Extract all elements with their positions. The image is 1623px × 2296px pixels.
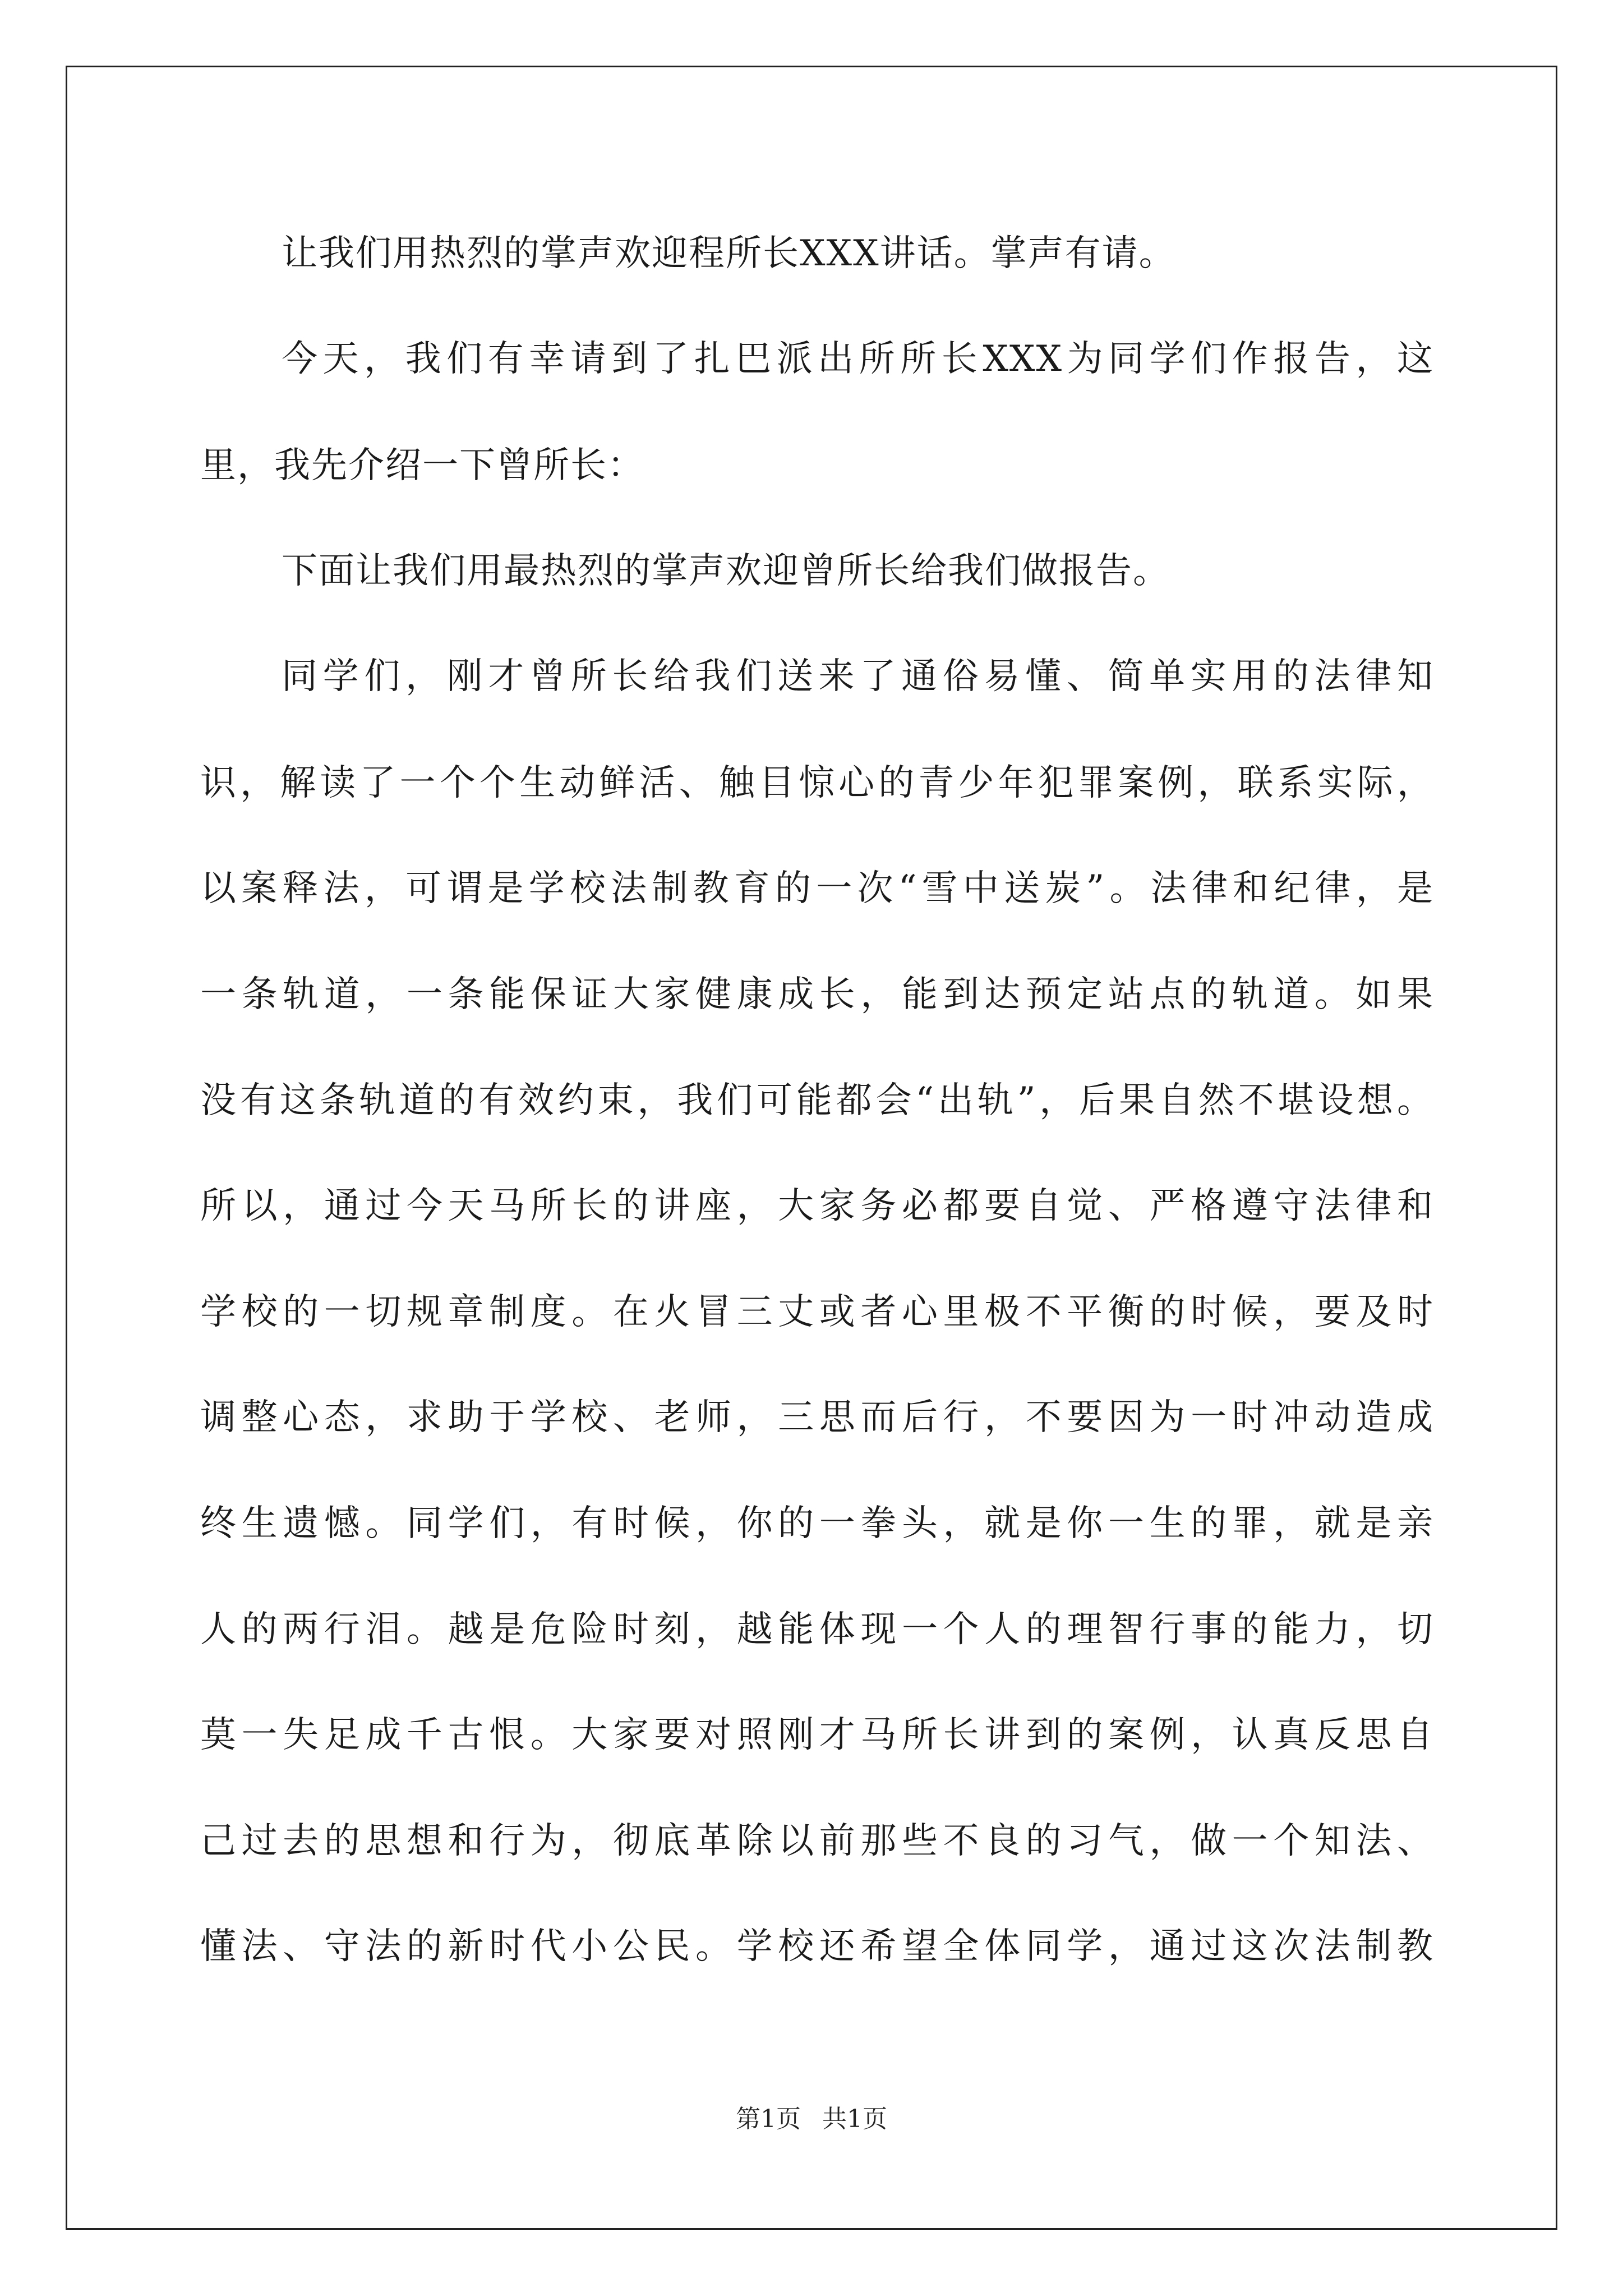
- paragraph-line: 同学们，刚才曾所长给我们送来了通俗易懂、简单实用的法律知: [282, 656, 1434, 697]
- paragraph-line: 学校的一切规章制度。在火冒三丈或者心里极不平衡的时候，要及时: [200, 1291, 1434, 1333]
- paragraph-line: 所以，通过今天马所长的讲座，大家务必都要自觉、严格遵守法律和: [200, 1185, 1434, 1227]
- paragraph-line: 识，解读了一个个生动鲜活、触目惊心的青少年犯罪案例，联系实际，: [200, 762, 1434, 804]
- page-number: 第1页: [736, 2105, 801, 2133]
- paragraph-line: 让我们用热烈的掌声欢迎程所长XXX讲话。掌声有请。: [282, 233, 1176, 274]
- paragraph-line: 己过去的思想和行为，彻底革除以前那些不良的习气，做一个知法、: [200, 1820, 1434, 1862]
- paragraph-line: 今天，我们有幸请到了扎巴派出所所长XXX为同学们作报告，这: [282, 338, 1434, 380]
- page-footer: [0, 2102, 1623, 2136]
- paragraph-line: 懂法、守法的新时代小公民。学校还希望全体同学，通过这次法制教: [200, 1926, 1434, 1967]
- paragraph-line: 以案释法，可谓是学校法制教育的一次“雪中送炭”。法律和纪律，是: [200, 868, 1434, 909]
- paragraph-line: 莫一失足成千古恨。大家要对照刚才马所长讲到的案例，认真反思自: [200, 1714, 1434, 1756]
- paragraph-line: 终生遗憾。同学们，有时候，你的一拳头，就是你一生的罪，就是亲: [200, 1503, 1434, 1544]
- paragraph-line: 里，我先介绍一下曾所长：: [200, 445, 644, 486]
- paragraph-line: 下面让我们用最热烈的掌声欢迎曾所长给我们做报告。: [282, 550, 1170, 592]
- paragraph-line: 没有这条轨道的有效约束，我们可能都会“出轨”，后果自然不堪设想。: [200, 1080, 1434, 1121]
- paragraph-line: 调整心态，求助于学校、老师，三思而后行，不要因为一时冲动造成: [200, 1397, 1434, 1438]
- paragraph-line: 人的两行泪。越是危险时刻，越能体现一个人的理智行事的能力，切: [200, 1609, 1434, 1650]
- page-total: 共1页: [822, 2105, 887, 2133]
- paragraph-line: 一条轨道，一条能保证大家健康成长，能到达预定站点的轨道。如果: [200, 974, 1434, 1015]
